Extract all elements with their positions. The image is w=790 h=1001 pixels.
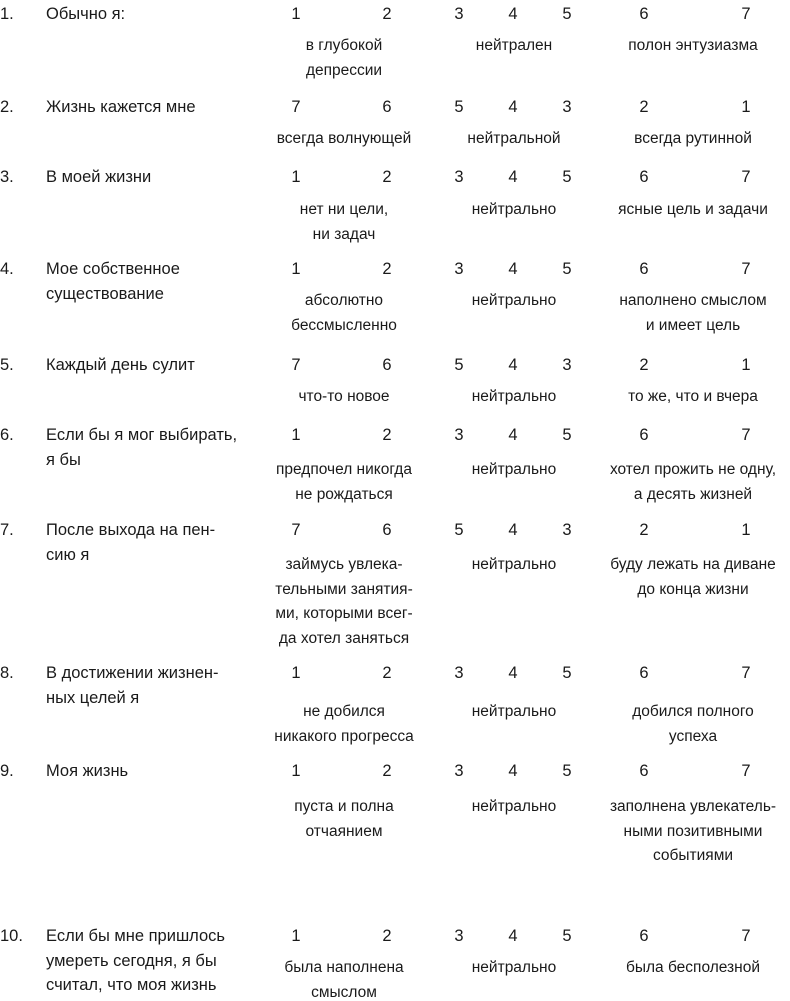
item-stem-line: я бы bbox=[46, 450, 81, 469]
anchor-label-high-line: а десять жизней bbox=[633, 485, 753, 503]
anchor-label-low-line: предпочел никогда bbox=[276, 461, 412, 478]
item-stem bbox=[46, 759, 276, 784]
item-stem bbox=[46, 518, 276, 567]
scale-point[interactable]: 6 bbox=[639, 762, 649, 780]
anchor-label-low-line: что-то новое bbox=[298, 388, 390, 405]
anchor-label-high bbox=[596, 127, 790, 152]
scale-point[interactable]: 6 bbox=[382, 521, 392, 539]
scale-point[interactable]: 2 bbox=[639, 356, 649, 374]
scale-point[interactable]: 2 bbox=[382, 260, 392, 278]
item-head bbox=[0, 759, 790, 783]
anchor-label-neutral-line: нейтрально bbox=[471, 798, 557, 815]
scale-point[interactable]: 7 bbox=[291, 98, 301, 116]
item-stem-line: В достижении жизнен- bbox=[46, 664, 219, 682]
item-stem-line: После выхода на пен- bbox=[46, 521, 216, 539]
item-number: 9. bbox=[0, 762, 14, 780]
anchor-label-low-line: депрессии bbox=[305, 61, 383, 79]
anchor-label-low-line: ми, которыми всег- bbox=[275, 605, 413, 622]
anchor-label-low-line: смыслом bbox=[311, 983, 377, 1001]
anchor-label-neutral-line: нейтрально bbox=[471, 556, 557, 573]
anchor-label-neutral-line: нейтральной bbox=[467, 130, 561, 147]
anchor-label-neutral bbox=[440, 198, 588, 223]
anchor-label-high bbox=[596, 458, 790, 507]
anchor-label-high bbox=[596, 700, 790, 749]
scale-point[interactable]: 6 bbox=[639, 426, 649, 444]
scale-point[interactable]: 4 bbox=[508, 664, 518, 682]
scale-point[interactable]: 4 bbox=[508, 426, 518, 444]
scale-point[interactable]: 2 bbox=[639, 521, 649, 539]
anchor-label-high-line: хотел прожить не одну, bbox=[609, 461, 777, 478]
item-head bbox=[0, 353, 790, 377]
item-number: 1. bbox=[0, 5, 14, 23]
scale-point[interactable]: 3 bbox=[562, 356, 572, 374]
item-head bbox=[0, 2, 790, 26]
item-stem-line: считал, что моя жизнь bbox=[46, 976, 217, 994]
anchor-label-low-line: пуста и полна bbox=[294, 798, 394, 815]
scale-point[interactable]: 2 bbox=[382, 5, 392, 23]
anchor-label-neutral bbox=[440, 127, 588, 152]
scale-point[interactable]: 7 bbox=[741, 664, 751, 682]
anchor-label-low-line: тельными занятия- bbox=[275, 580, 413, 598]
item-number: 10. bbox=[0, 927, 23, 945]
item-stem bbox=[46, 661, 276, 710]
scale-point[interactable]: 4 bbox=[508, 521, 518, 539]
anchor-label-high-line: до конца жизни bbox=[637, 580, 749, 598]
item-stem-line: Если бы я мог выбирать, bbox=[46, 426, 238, 444]
scale-point[interactable]: 1 bbox=[291, 762, 301, 780]
anchor-label-low bbox=[256, 458, 432, 507]
anchor-label-neutral bbox=[440, 289, 588, 314]
anchor-label-high-line: всегда рутинной bbox=[634, 130, 752, 147]
anchor-label-high-line: и имеет цель bbox=[645, 316, 741, 334]
item-stem-line: сию я bbox=[46, 545, 90, 564]
item-stem bbox=[46, 95, 276, 120]
item-stem bbox=[46, 257, 276, 306]
anchor-label-high-line: буду лежать на диване bbox=[610, 556, 776, 573]
item-head bbox=[0, 95, 790, 119]
anchor-label-low-line: в глубокой bbox=[305, 37, 383, 54]
anchor-label-low-line: никакого прогресса bbox=[274, 727, 414, 745]
scale-point[interactable]: 1 bbox=[291, 168, 301, 186]
scale-point[interactable]: 7 bbox=[741, 260, 751, 278]
anchor-label-neutral-line: нейтрально bbox=[471, 959, 557, 976]
scale-point[interactable]: 4 bbox=[508, 98, 518, 116]
item-stem-line: Каждый день сулит bbox=[46, 356, 195, 374]
anchor-label-low bbox=[256, 553, 432, 651]
scale-point[interactable]: 6 bbox=[382, 356, 392, 374]
item-number: 6. bbox=[0, 426, 14, 444]
anchor-label-neutral bbox=[440, 956, 588, 981]
scale-point[interactable]: 2 bbox=[382, 426, 392, 444]
anchor-label-neutral-line: нейтрально bbox=[471, 703, 557, 720]
anchor-label-neutral bbox=[440, 700, 588, 725]
scale-point[interactable]: 3 bbox=[454, 260, 464, 278]
anchor-label-high bbox=[596, 795, 790, 869]
item-stem bbox=[46, 2, 276, 27]
item-number: 2. bbox=[0, 98, 14, 116]
anchor-label-low bbox=[256, 34, 432, 83]
scale-point[interactable]: 4 bbox=[508, 168, 518, 186]
scale-point[interactable]: 7 bbox=[291, 356, 301, 374]
anchor-label-high bbox=[596, 956, 790, 981]
anchor-label-low-line: бессмысленно bbox=[291, 316, 397, 334]
anchor-label-high-line: добился полного bbox=[632, 703, 754, 720]
item-stem-line: умереть сегодня, я бы bbox=[46, 951, 217, 970]
item-head bbox=[0, 423, 790, 469]
scale-point[interactable]: 4 bbox=[508, 5, 518, 23]
scale-point[interactable]: 4 bbox=[508, 260, 518, 278]
scale-point[interactable]: 5 bbox=[562, 168, 572, 186]
anchor-label-neutral bbox=[440, 34, 588, 59]
scale-point[interactable]: 3 bbox=[454, 927, 464, 945]
item-stem bbox=[46, 423, 276, 472]
anchor-label-high-line: была бесполезной bbox=[625, 959, 760, 976]
anchor-label-high-line: ясные цель и задачи bbox=[618, 201, 768, 218]
scale-point[interactable]: 5 bbox=[562, 762, 572, 780]
scale-point[interactable]: 6 bbox=[639, 927, 649, 945]
anchor-label-low-line: не рождаться bbox=[295, 485, 393, 503]
scale-point[interactable]: 3 bbox=[454, 762, 464, 780]
anchor-label-low bbox=[256, 198, 432, 247]
scale-point[interactable]: 3 bbox=[454, 426, 464, 444]
anchor-label-low bbox=[256, 700, 432, 749]
scale-point[interactable]: 1 bbox=[741, 98, 751, 116]
anchor-label-high bbox=[596, 289, 790, 338]
scale-point[interactable]: 5 bbox=[562, 5, 572, 23]
scale-point[interactable]: 6 bbox=[639, 5, 649, 23]
anchor-label-low-line: была наполнена bbox=[284, 959, 404, 976]
item-stem-line: Жизнь кажется мне bbox=[46, 98, 196, 116]
item-stem-line: ных целей я bbox=[46, 688, 140, 707]
scale-point[interactable]: 3 bbox=[562, 98, 572, 116]
item-head bbox=[0, 661, 790, 707]
scale-point[interactable]: 1 bbox=[741, 521, 751, 539]
scale-point[interactable]: 6 bbox=[639, 664, 649, 682]
anchor-label-neutral bbox=[440, 553, 588, 578]
scale-point[interactable]: 3 bbox=[454, 5, 464, 23]
scale-point[interactable]: 2 bbox=[382, 168, 392, 186]
item-number: 4. bbox=[0, 260, 14, 278]
item-stem bbox=[46, 165, 276, 190]
scale-point[interactable]: 1 bbox=[291, 426, 301, 444]
item-head bbox=[0, 518, 790, 564]
anchor-label-low bbox=[256, 956, 432, 1001]
item-number: 5. bbox=[0, 356, 14, 374]
scale-point[interactable]: 1 bbox=[291, 664, 301, 682]
anchor-label-neutral-line: нейтрален bbox=[475, 37, 553, 54]
scale-point[interactable]: 7 bbox=[741, 168, 751, 186]
anchor-label-high-line: полон энтузиазма bbox=[628, 37, 758, 54]
scale-point[interactable]: 1 bbox=[741, 356, 751, 374]
item-stem-line: В моей жизни bbox=[46, 168, 152, 186]
anchor-label-neutral-line: нейтрально bbox=[471, 201, 557, 218]
scale-point[interactable]: 6 bbox=[639, 168, 649, 186]
scale-point[interactable]: 4 bbox=[508, 762, 518, 780]
scale-point[interactable]: 5 bbox=[562, 426, 572, 444]
anchor-label-high bbox=[596, 34, 790, 59]
scale-point[interactable]: 7 bbox=[741, 5, 751, 23]
anchor-label-high bbox=[596, 385, 790, 410]
item-number: 8. bbox=[0, 664, 14, 682]
anchor-label-low-line: абсолютно bbox=[304, 292, 384, 309]
anchor-label-low bbox=[256, 127, 432, 152]
item-number: 7. bbox=[0, 521, 14, 539]
scale-point[interactable]: 5 bbox=[454, 356, 464, 374]
anchor-label-low-line: ни задач bbox=[312, 225, 376, 243]
item-number: 3. bbox=[0, 168, 14, 186]
anchor-label-neutral-line: нейтрально bbox=[471, 292, 557, 309]
anchor-label-low bbox=[256, 795, 432, 844]
anchor-label-neutral bbox=[440, 385, 588, 410]
item-stem-line: Мое собственное bbox=[46, 260, 180, 278]
anchor-label-high-line: событиями bbox=[652, 847, 734, 864]
scale-point[interactable]: 5 bbox=[562, 927, 572, 945]
anchor-label-low-line: нет ни цели, bbox=[299, 201, 389, 218]
anchor-label-high-line: то же, что и вчера bbox=[628, 388, 758, 405]
scale-point[interactable]: 5 bbox=[454, 521, 464, 539]
anchor-label-high-line: ными позитивными bbox=[623, 822, 763, 840]
anchor-label-high-line: заполнена увлекатель- bbox=[609, 798, 777, 815]
item-stem-line: Моя жизнь bbox=[46, 762, 129, 780]
scale-point[interactable]: 5 bbox=[454, 98, 464, 116]
anchor-label-low-line: всегда волнующей bbox=[276, 130, 412, 147]
scale-point[interactable]: 7 bbox=[741, 762, 751, 780]
scale-point[interactable]: 4 bbox=[508, 356, 518, 374]
anchor-label-neutral bbox=[440, 458, 588, 483]
anchor-label-low-line: отчаянием bbox=[305, 822, 383, 840]
scale-point[interactable]: 1 bbox=[291, 5, 301, 23]
item-stem-line: существование bbox=[46, 284, 164, 303]
scale-point[interactable]: 3 bbox=[454, 664, 464, 682]
scale-point[interactable]: 1 bbox=[291, 927, 301, 945]
anchor-label-low-line: не добился bbox=[303, 703, 385, 720]
item-stem bbox=[46, 924, 276, 998]
scale-point[interactable]: 5 bbox=[562, 260, 572, 278]
scale-point[interactable]: 7 bbox=[741, 426, 751, 444]
anchor-label-high bbox=[596, 198, 790, 223]
scale-point[interactable]: 6 bbox=[639, 260, 649, 278]
scale-point[interactable]: 4 bbox=[508, 927, 518, 945]
scale-point[interactable]: 3 bbox=[454, 168, 464, 186]
scale-point[interactable]: 2 bbox=[382, 664, 392, 682]
scale-point[interactable]: 2 bbox=[382, 762, 392, 780]
item-head bbox=[0, 165, 790, 189]
anchor-label-high bbox=[596, 553, 790, 602]
scale-point[interactable]: 2 bbox=[639, 98, 649, 116]
anchor-label-low-line: займусь увлека- bbox=[285, 556, 403, 573]
anchor-label-high-line: успеха bbox=[668, 727, 718, 745]
anchor-label-low bbox=[256, 289, 432, 338]
item-stem-line: Обычно я: bbox=[46, 5, 126, 23]
scale-point[interactable]: 2 bbox=[382, 927, 392, 945]
anchor-label-low-line: да хотел заняться bbox=[278, 629, 410, 647]
item-stem bbox=[46, 353, 276, 378]
anchor-label-high-line: наполнено смыслом bbox=[619, 292, 767, 309]
anchor-label-low bbox=[256, 385, 432, 410]
scale-point[interactable]: 6 bbox=[382, 98, 392, 116]
anchor-label-neutral-line: нейтрально bbox=[471, 388, 557, 405]
scale-point[interactable]: 7 bbox=[291, 521, 301, 539]
scale-point[interactable]: 3 bbox=[562, 521, 572, 539]
anchor-label-neutral bbox=[440, 795, 588, 820]
item-stem-line: Если бы мне пришлось bbox=[46, 927, 226, 945]
anchor-label-neutral-line: нейтрально bbox=[471, 461, 557, 478]
scale-point[interactable]: 5 bbox=[562, 664, 572, 682]
scale-point[interactable]: 7 bbox=[741, 927, 751, 945]
scale-point[interactable]: 1 bbox=[291, 260, 301, 278]
